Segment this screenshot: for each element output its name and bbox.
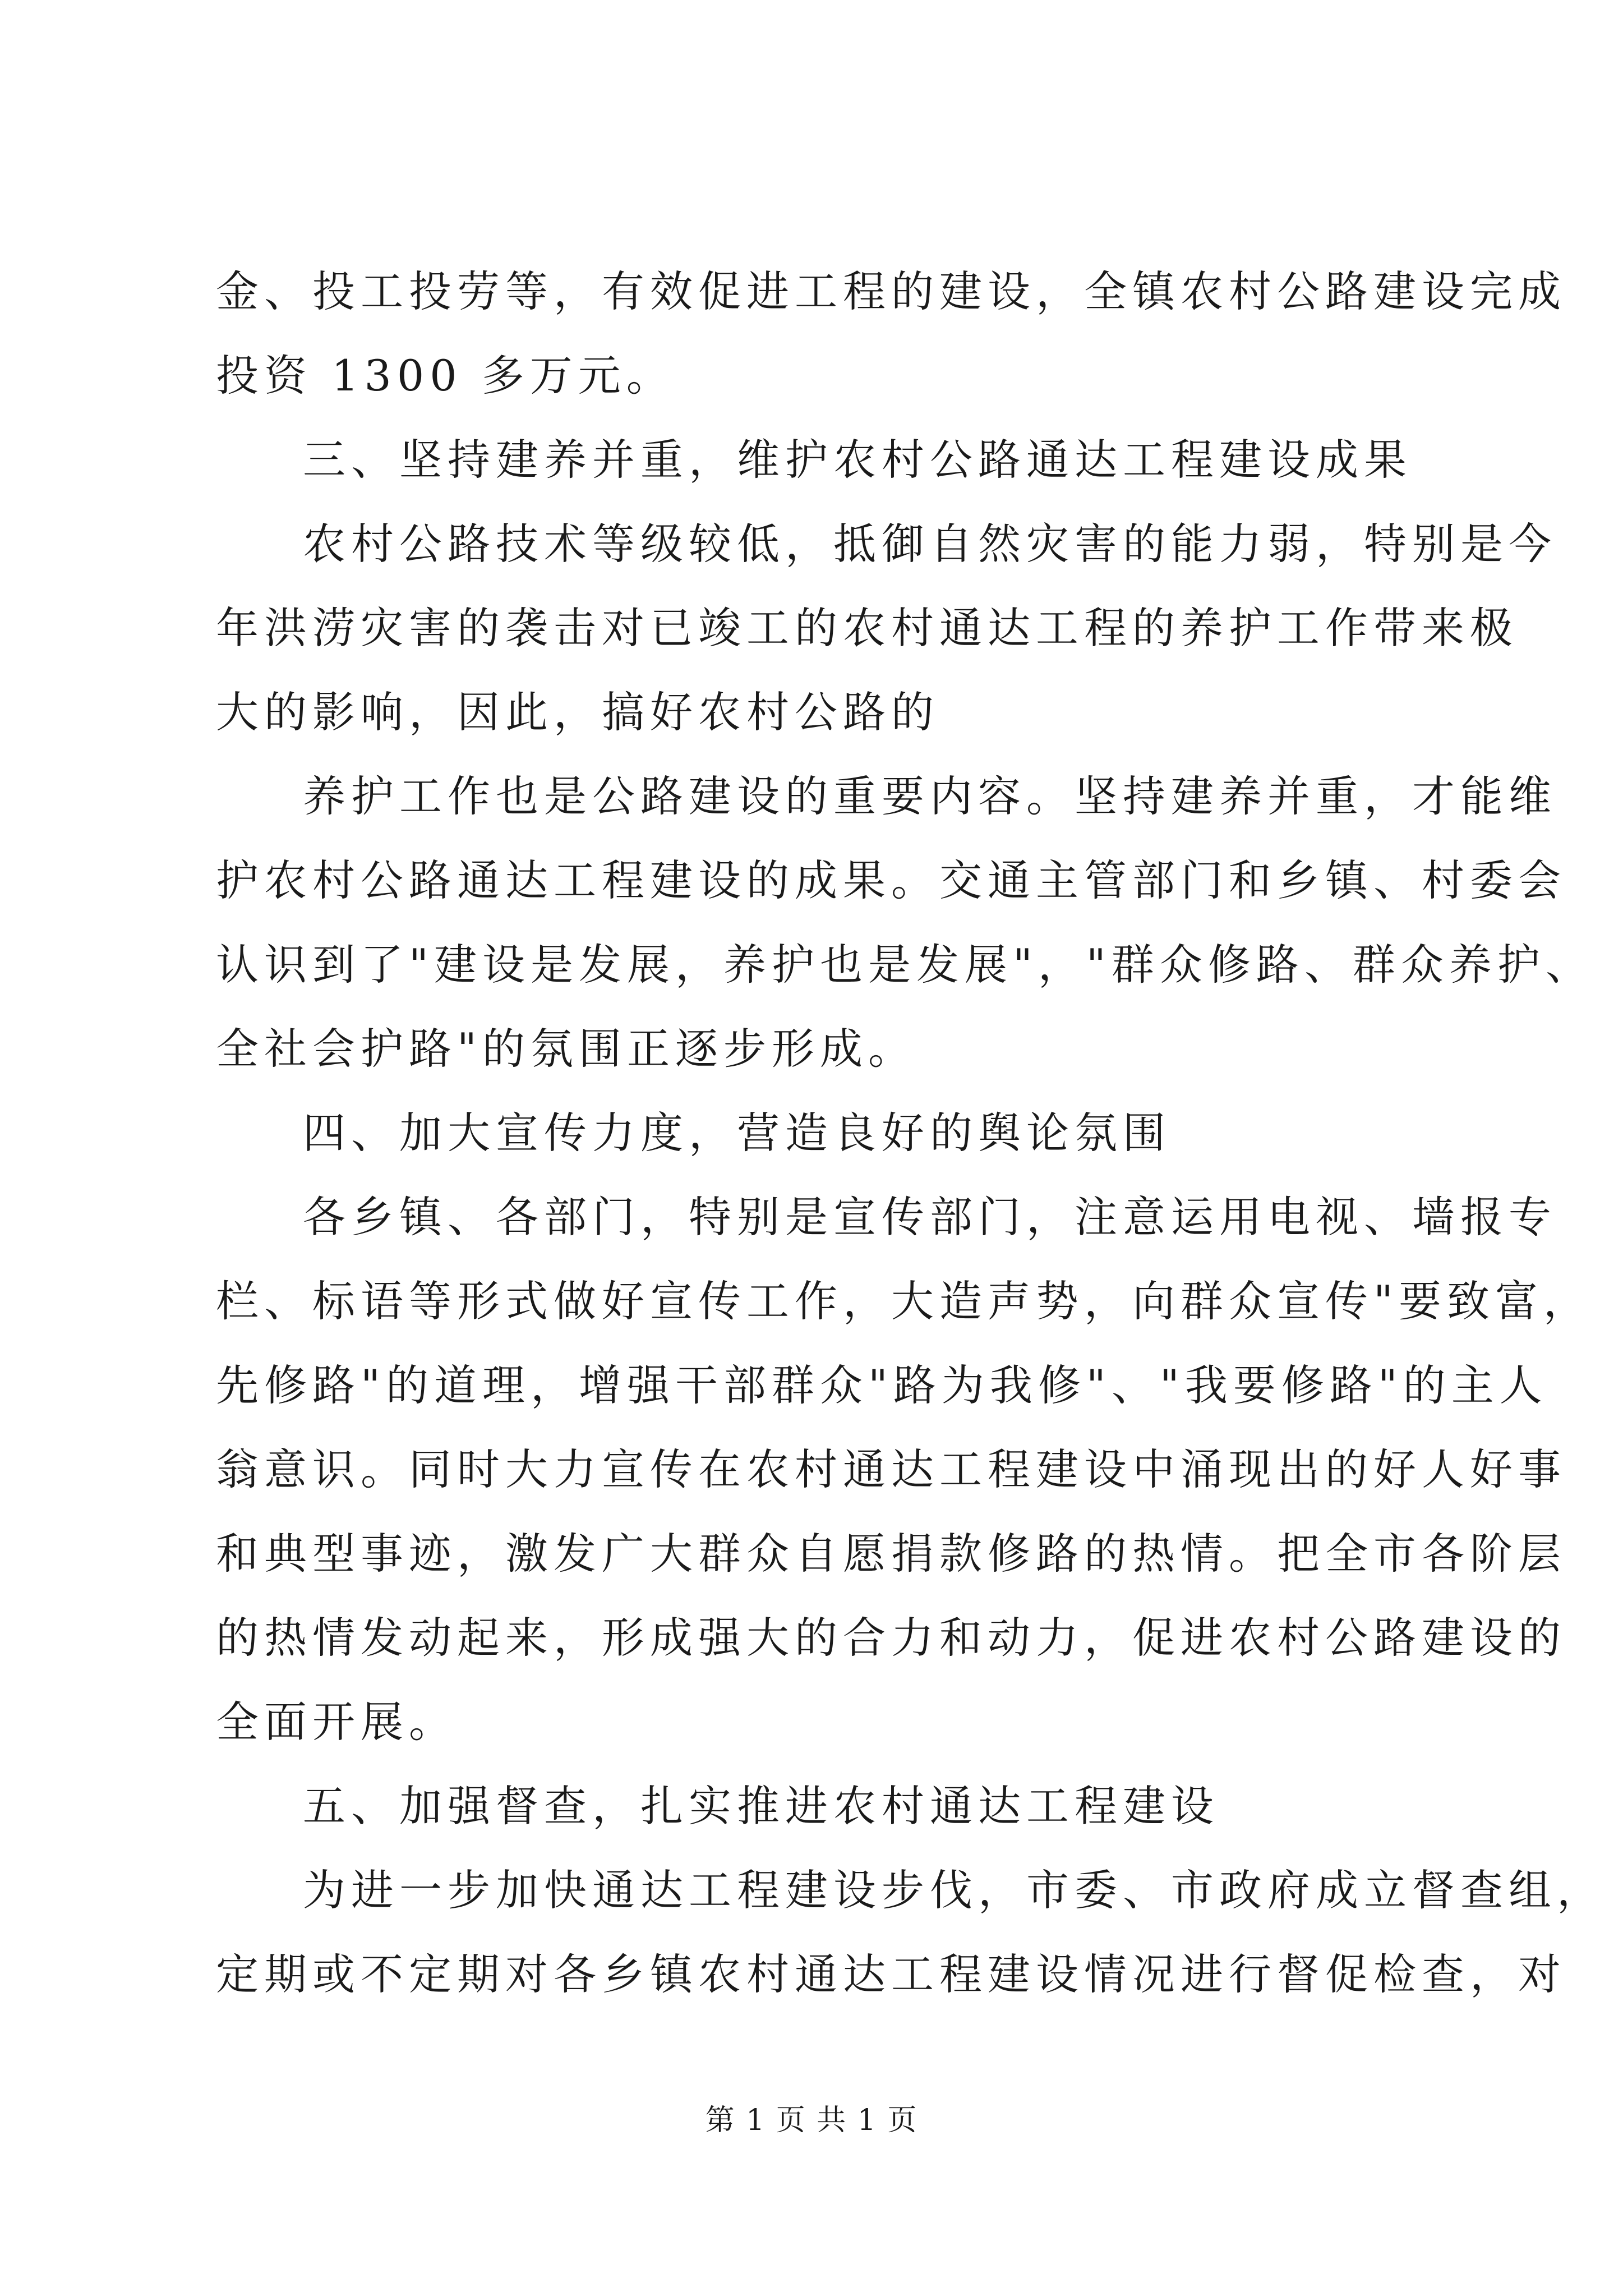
body-line-14: 先修路"的道理，增强干部群众"路为我修"、"我要修路"的主人 — [216, 1360, 1548, 1410]
section-heading-5: 五、加强督查，扎实推进农村通达工程建设 — [303, 1781, 1219, 1831]
body-line-15: 翁意识。同时大力宣传在农村通达工程建设中涌现出的好人好事 — [216, 1444, 1566, 1494]
body-line-4: 农村公路技术等级较低，抵御自然灾害的能力弱，特别是今 — [303, 519, 1557, 569]
body-line-13: 栏、标语等形式做好宣传工作，大造声势，向群众宣传"要致富， — [216, 1276, 1592, 1326]
body-line-7: 养护工作也是公路建设的重要内容。坚持建养并重，才能维 — [303, 771, 1557, 821]
section-heading-3: 三、坚持建养并重，维护农村公路通达工程建设成果 — [303, 435, 1412, 485]
body-line-5: 年洪涝灾害的袭击对已竣工的农村通达工程的养护工作带来极 — [216, 603, 1518, 653]
body-line-17: 的热情发动起来，形成强大的合力和动力，促进农村公路建设的 — [216, 1613, 1566, 1663]
section-heading-4: 四、加大宣传力度，营造良好的舆论氛围 — [303, 1108, 1171, 1158]
body-line-6: 大的影响，因此，搞好农村公路的 — [216, 687, 939, 737]
body-line-9: 认识到了"建设是发展，养护也是发展"，"群众修路、群众养护、 — [216, 940, 1594, 990]
body-line-12: 各乡镇、各部门，特别是宣传部门，注意运用电视、墙报专 — [303, 1192, 1557, 1242]
body-line-10: 全社会护路"的氛围正逐步形成。 — [216, 1024, 916, 1074]
body-line-1: 金、投工投劳等，有效促进工程的建设，全镇农村公路建设完成 — [216, 266, 1566, 316]
page-footer: 第 1 页 共 1 页 — [705, 2104, 918, 2137]
body-line-2: 投资 1300 多万元。 — [216, 351, 675, 401]
body-line-8: 护农村公路通达工程建设的成果。交通主管部门和乡镇、村委会 — [216, 855, 1566, 905]
body-line-18: 全面开展。 — [216, 1697, 457, 1747]
body-line-20: 为进一步加快通达工程建设步伐，市委、市政府成立督查组， — [303, 1865, 1605, 1915]
body-line-21: 定期或不定期对各乡镇农村通达工程建设情况进行督促检查，对 — [216, 1949, 1566, 1999]
body-line-16: 和典型事迹，激发广大群众自愿捐款修路的热情。把全市各阶层 — [216, 1529, 1566, 1579]
